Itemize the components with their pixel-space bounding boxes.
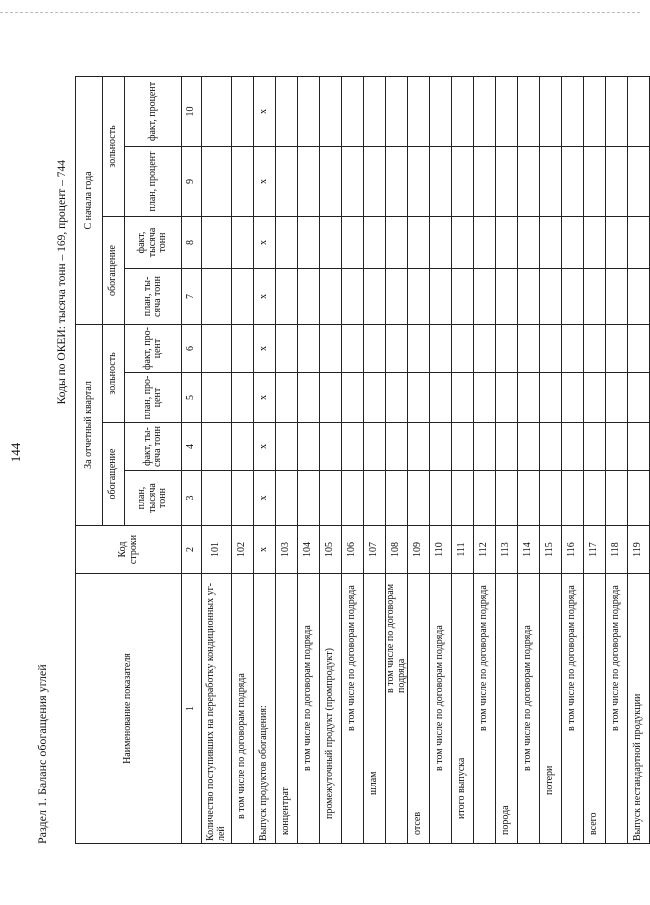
data-cell[interactable] bbox=[540, 216, 562, 268]
data-cell[interactable] bbox=[452, 324, 474, 372]
data-cell[interactable] bbox=[298, 76, 320, 146]
data-cell[interactable] bbox=[452, 76, 474, 146]
data-cell[interactable] bbox=[474, 324, 496, 372]
row-name: в том числе по договорам подряда bbox=[386, 574, 408, 844]
data-cell[interactable]: х bbox=[254, 76, 276, 146]
row-name: итого выпуска bbox=[452, 574, 474, 844]
data-cell[interactable]: х bbox=[254, 423, 276, 471]
data-cell[interactable] bbox=[202, 146, 232, 216]
data-cell[interactable] bbox=[540, 76, 562, 146]
data-cell[interactable] bbox=[628, 324, 650, 372]
data-cell[interactable] bbox=[342, 146, 364, 216]
data-cell[interactable] bbox=[342, 373, 364, 423]
data-cell[interactable]: х bbox=[254, 471, 276, 526]
data-cell[interactable] bbox=[276, 76, 298, 146]
data-cell[interactable] bbox=[430, 373, 452, 423]
table-row bbox=[584, 76, 606, 843]
row-code: х bbox=[254, 526, 276, 574]
row-code: 109 bbox=[408, 526, 430, 574]
data-cell[interactable] bbox=[342, 423, 364, 471]
row-code: 115 bbox=[540, 526, 562, 574]
table-row bbox=[298, 76, 320, 843]
row-code: 116 bbox=[562, 526, 584, 574]
data-cell[interactable] bbox=[386, 216, 408, 268]
data-cell[interactable] bbox=[628, 423, 650, 471]
data-cell[interactable] bbox=[474, 373, 496, 423]
data-cell[interactable] bbox=[298, 324, 320, 372]
data-cell[interactable] bbox=[386, 423, 408, 471]
data-cell[interactable] bbox=[606, 268, 628, 324]
table-row bbox=[364, 76, 386, 843]
table-row bbox=[276, 76, 298, 843]
row-code: 112 bbox=[474, 526, 496, 574]
data-cell[interactable] bbox=[562, 471, 584, 526]
row-code: 106 bbox=[342, 526, 364, 574]
data-cell[interactable] bbox=[232, 268, 254, 324]
data-cell[interactable] bbox=[320, 373, 342, 423]
table-row bbox=[202, 76, 232, 843]
data-cell[interactable] bbox=[276, 471, 298, 526]
header-year-obog: обогащение bbox=[103, 216, 125, 324]
data-cell[interactable] bbox=[474, 268, 496, 324]
data-cell[interactable] bbox=[202, 268, 232, 324]
data-cell[interactable] bbox=[408, 146, 430, 216]
data-cell[interactable] bbox=[584, 471, 606, 526]
column-number: 8 bbox=[182, 216, 202, 268]
data-cell[interactable] bbox=[474, 216, 496, 268]
data-cell[interactable] bbox=[364, 423, 386, 471]
data-cell[interactable] bbox=[606, 146, 628, 216]
data-cell[interactable] bbox=[606, 216, 628, 268]
data-cell[interactable] bbox=[518, 216, 540, 268]
data-cell[interactable] bbox=[606, 423, 628, 471]
data-cell[interactable] bbox=[232, 76, 254, 146]
data-cell[interactable] bbox=[518, 471, 540, 526]
row-name: в том числе по договорам подряда bbox=[474, 574, 496, 844]
data-cell[interactable] bbox=[232, 216, 254, 268]
data-cell[interactable] bbox=[430, 146, 452, 216]
data-cell[interactable] bbox=[584, 268, 606, 324]
data-cell[interactable] bbox=[452, 423, 474, 471]
data-cell[interactable] bbox=[298, 216, 320, 268]
data-cell[interactable] bbox=[540, 268, 562, 324]
data-cell[interactable] bbox=[518, 76, 540, 146]
data-cell[interactable] bbox=[584, 423, 606, 471]
data-cell[interactable] bbox=[606, 471, 628, 526]
data-cell[interactable] bbox=[320, 324, 342, 372]
data-cell[interactable] bbox=[408, 268, 430, 324]
data-cell[interactable] bbox=[474, 471, 496, 526]
row-name: порода bbox=[496, 574, 518, 844]
data-cell[interactable] bbox=[430, 268, 452, 324]
data-cell[interactable] bbox=[320, 146, 342, 216]
section-title: Раздел 1. Баланс обогащения углей bbox=[35, 664, 49, 844]
data-cell[interactable] bbox=[584, 76, 606, 146]
header-year: С начала года bbox=[76, 76, 103, 324]
row-name: в том числе по договорам подряда bbox=[430, 574, 452, 844]
data-cell[interactable] bbox=[276, 146, 298, 216]
data-cell[interactable] bbox=[562, 423, 584, 471]
data-cell[interactable] bbox=[474, 423, 496, 471]
data-cell[interactable] bbox=[364, 373, 386, 423]
data-cell[interactable] bbox=[496, 146, 518, 216]
data-cell[interactable] bbox=[276, 423, 298, 471]
row-name: промежуточный продукт (промпродукт) bbox=[320, 574, 342, 844]
data-cell[interactable] bbox=[540, 471, 562, 526]
data-cell[interactable] bbox=[430, 216, 452, 268]
row-code: 117 bbox=[584, 526, 606, 574]
data-cell[interactable] bbox=[562, 76, 584, 146]
header-plan-ttonn-y: план, тысяча тонн bbox=[125, 268, 182, 324]
row-name: всего bbox=[584, 574, 606, 844]
data-cell[interactable] bbox=[364, 216, 386, 268]
coal-balance-table bbox=[75, 76, 650, 844]
data-cell[interactable] bbox=[628, 268, 650, 324]
data-cell[interactable] bbox=[408, 216, 430, 268]
data-cell[interactable] bbox=[202, 373, 232, 423]
row-name: шлам bbox=[364, 574, 386, 844]
page-number: 144 bbox=[8, 442, 23, 463]
data-cell[interactable] bbox=[232, 423, 254, 471]
table-body bbox=[202, 76, 650, 843]
data-cell[interactable] bbox=[606, 76, 628, 146]
header-fakt-ttonn-q: факт, тысяча тонн bbox=[125, 423, 182, 471]
data-cell[interactable] bbox=[202, 324, 232, 372]
column-number: 1 bbox=[182, 574, 202, 844]
data-cell[interactable] bbox=[202, 216, 232, 268]
data-cell[interactable] bbox=[232, 471, 254, 526]
table-row bbox=[430, 76, 452, 843]
row-code: 110 bbox=[430, 526, 452, 574]
data-cell[interactable] bbox=[202, 423, 232, 471]
data-cell[interactable] bbox=[408, 76, 430, 146]
table-row bbox=[254, 76, 276, 843]
data-cell[interactable] bbox=[540, 146, 562, 216]
column-number-row bbox=[182, 76, 202, 843]
row-code: 102 bbox=[232, 526, 254, 574]
data-cell[interactable] bbox=[452, 146, 474, 216]
row-code: 107 bbox=[364, 526, 386, 574]
data-cell[interactable] bbox=[342, 324, 364, 372]
data-cell[interactable] bbox=[452, 268, 474, 324]
data-cell[interactable] bbox=[518, 373, 540, 423]
row-code: 105 bbox=[320, 526, 342, 574]
data-cell[interactable] bbox=[408, 373, 430, 423]
data-cell[interactable] bbox=[298, 268, 320, 324]
data-cell[interactable] bbox=[584, 373, 606, 423]
data-cell[interactable] bbox=[496, 423, 518, 471]
data-cell[interactable] bbox=[496, 268, 518, 324]
row-name: концентрат bbox=[276, 574, 298, 844]
data-cell[interactable] bbox=[518, 146, 540, 216]
data-cell[interactable]: х bbox=[254, 268, 276, 324]
row-code: 119 bbox=[628, 526, 650, 574]
column-number: 2 bbox=[182, 526, 202, 574]
row-code: 103 bbox=[276, 526, 298, 574]
data-cell[interactable] bbox=[430, 423, 452, 471]
data-cell[interactable] bbox=[408, 471, 430, 526]
table-row bbox=[342, 76, 364, 843]
header-code: Код строки bbox=[76, 526, 182, 574]
header-plan-proc-y: план, процент bbox=[125, 146, 182, 216]
data-cell[interactable] bbox=[474, 76, 496, 146]
data-cell[interactable] bbox=[628, 471, 650, 526]
table-row bbox=[496, 76, 518, 843]
table-row bbox=[562, 76, 584, 843]
data-cell[interactable] bbox=[364, 146, 386, 216]
header-year-zol: зольность bbox=[103, 76, 125, 216]
data-cell[interactable] bbox=[342, 268, 364, 324]
data-cell[interactable]: х bbox=[254, 373, 276, 423]
row-name: отсев bbox=[408, 574, 430, 844]
row-code: 101 bbox=[202, 526, 232, 574]
table-row bbox=[386, 76, 408, 843]
data-cell[interactable] bbox=[232, 146, 254, 216]
data-cell[interactable] bbox=[430, 471, 452, 526]
data-cell[interactable] bbox=[584, 146, 606, 216]
header-fakt-ttonn-y: факт, тысяча тонн bbox=[125, 216, 182, 268]
header-plan-ttonn-q: план, тысяча тонн bbox=[125, 471, 182, 526]
table-row bbox=[628, 76, 650, 843]
data-cell[interactable] bbox=[298, 471, 320, 526]
table-row bbox=[232, 76, 254, 843]
data-cell[interactable] bbox=[562, 146, 584, 216]
data-cell[interactable] bbox=[202, 76, 232, 146]
column-number: 4 bbox=[182, 423, 202, 471]
data-cell[interactable] bbox=[518, 423, 540, 471]
data-cell[interactable] bbox=[584, 324, 606, 372]
data-cell[interactable] bbox=[386, 471, 408, 526]
data-cell[interactable] bbox=[562, 324, 584, 372]
data-cell[interactable] bbox=[540, 373, 562, 423]
row-code: 111 bbox=[452, 526, 474, 574]
data-cell[interactable] bbox=[628, 76, 650, 146]
data-cell[interactable] bbox=[496, 373, 518, 423]
row-code: 118 bbox=[606, 526, 628, 574]
header-quarter-zol: зольность bbox=[103, 324, 125, 422]
data-cell[interactable] bbox=[452, 373, 474, 423]
data-cell[interactable] bbox=[628, 216, 650, 268]
table-row bbox=[452, 76, 474, 843]
data-cell[interactable] bbox=[606, 373, 628, 423]
column-number: 10 bbox=[182, 76, 202, 146]
data-cell[interactable] bbox=[386, 146, 408, 216]
data-cell[interactable] bbox=[320, 268, 342, 324]
data-cell[interactable] bbox=[496, 76, 518, 146]
data-cell[interactable] bbox=[430, 76, 452, 146]
data-cell[interactable] bbox=[342, 471, 364, 526]
header-fakt-proc-y: факт, процент bbox=[125, 76, 182, 146]
data-cell[interactable] bbox=[298, 423, 320, 471]
column-number: 9 bbox=[182, 146, 202, 216]
row-name: в том числе по договорам подряда bbox=[298, 574, 320, 844]
row-name: в том числе по договорам подряда bbox=[606, 574, 628, 844]
column-number: 5 bbox=[182, 373, 202, 423]
data-cell[interactable] bbox=[430, 324, 452, 372]
data-cell[interactable] bbox=[518, 324, 540, 372]
data-cell[interactable] bbox=[562, 373, 584, 423]
data-cell[interactable] bbox=[342, 216, 364, 268]
data-cell[interactable] bbox=[496, 216, 518, 268]
header-name: Наименование показателя bbox=[76, 574, 182, 844]
header-plan-proc-q: план, процент bbox=[125, 373, 182, 423]
data-cell[interactable] bbox=[232, 373, 254, 423]
data-cell[interactable]: х bbox=[254, 146, 276, 216]
row-name: Выпуск нестандартной продукции bbox=[628, 574, 650, 844]
data-cell[interactable] bbox=[276, 216, 298, 268]
data-cell[interactable] bbox=[232, 324, 254, 372]
data-cell[interactable] bbox=[606, 324, 628, 372]
data-cell[interactable] bbox=[276, 373, 298, 423]
data-cell[interactable] bbox=[518, 268, 540, 324]
data-cell[interactable] bbox=[584, 216, 606, 268]
data-cell[interactable] bbox=[408, 324, 430, 372]
data-cell[interactable] bbox=[364, 471, 386, 526]
table-row bbox=[518, 76, 540, 843]
okei-codes: Коды по ОКЕИ: тысяча тонн – 169, процент – 744 bbox=[56, 160, 68, 405]
data-cell[interactable] bbox=[320, 76, 342, 146]
row-name: в том числе по договорам подряда bbox=[562, 574, 584, 844]
data-cell[interactable] bbox=[540, 423, 562, 471]
data-cell[interactable] bbox=[276, 324, 298, 372]
row-name: Выпуск продуктов обогащения: bbox=[254, 574, 276, 844]
data-cell[interactable] bbox=[386, 268, 408, 324]
data-cell[interactable] bbox=[320, 216, 342, 268]
data-cell[interactable] bbox=[320, 471, 342, 526]
row-name: в том числе по договорам подряда bbox=[342, 574, 364, 844]
row-name: в том числе по договорам подряда bbox=[232, 574, 254, 844]
data-cell[interactable] bbox=[298, 146, 320, 216]
data-cell[interactable] bbox=[628, 146, 650, 216]
data-cell[interactable] bbox=[298, 373, 320, 423]
data-cell[interactable] bbox=[386, 76, 408, 146]
data-cell[interactable] bbox=[496, 471, 518, 526]
data-cell[interactable] bbox=[628, 373, 650, 423]
data-cell[interactable] bbox=[452, 471, 474, 526]
column-number: 3 bbox=[182, 471, 202, 526]
data-cell[interactable] bbox=[364, 76, 386, 146]
data-cell[interactable] bbox=[452, 216, 474, 268]
data-cell[interactable] bbox=[364, 324, 386, 372]
row-code: 114 bbox=[518, 526, 540, 574]
header-fakt-proc-q: факт, процент bbox=[125, 324, 182, 372]
data-cell[interactable] bbox=[386, 324, 408, 372]
column-number: 6 bbox=[182, 324, 202, 372]
row-name: в том числе по договорам подряда bbox=[518, 574, 540, 844]
column-number: 7 bbox=[182, 268, 202, 324]
header-quarter: За отчетный квартал bbox=[76, 324, 103, 525]
data-cell[interactable] bbox=[364, 268, 386, 324]
row-name: потери bbox=[540, 574, 562, 844]
table-row bbox=[606, 76, 628, 843]
data-cell[interactable] bbox=[496, 324, 518, 372]
data-cell[interactable]: х bbox=[254, 216, 276, 268]
table-row bbox=[474, 76, 496, 843]
data-cell[interactable] bbox=[320, 423, 342, 471]
data-cell[interactable] bbox=[276, 268, 298, 324]
data-cell[interactable]: х bbox=[254, 324, 276, 372]
table-row bbox=[408, 76, 430, 843]
data-cell[interactable] bbox=[342, 76, 364, 146]
header-quarter-obog: обогащение bbox=[103, 423, 125, 526]
data-cell[interactable] bbox=[386, 373, 408, 423]
row-code: 108 bbox=[386, 526, 408, 574]
data-cell[interactable] bbox=[562, 216, 584, 268]
data-cell[interactable] bbox=[408, 423, 430, 471]
table-row bbox=[320, 76, 342, 843]
data-cell[interactable] bbox=[202, 471, 232, 526]
data-cell[interactable] bbox=[540, 324, 562, 372]
data-cell[interactable] bbox=[474, 146, 496, 216]
row-code: 104 bbox=[298, 526, 320, 574]
row-name: Количество поступивших на переработку кондиционных углей bbox=[202, 574, 232, 844]
data-cell[interactable] bbox=[562, 268, 584, 324]
row-code: 113 bbox=[496, 526, 518, 574]
table-row bbox=[540, 76, 562, 843]
